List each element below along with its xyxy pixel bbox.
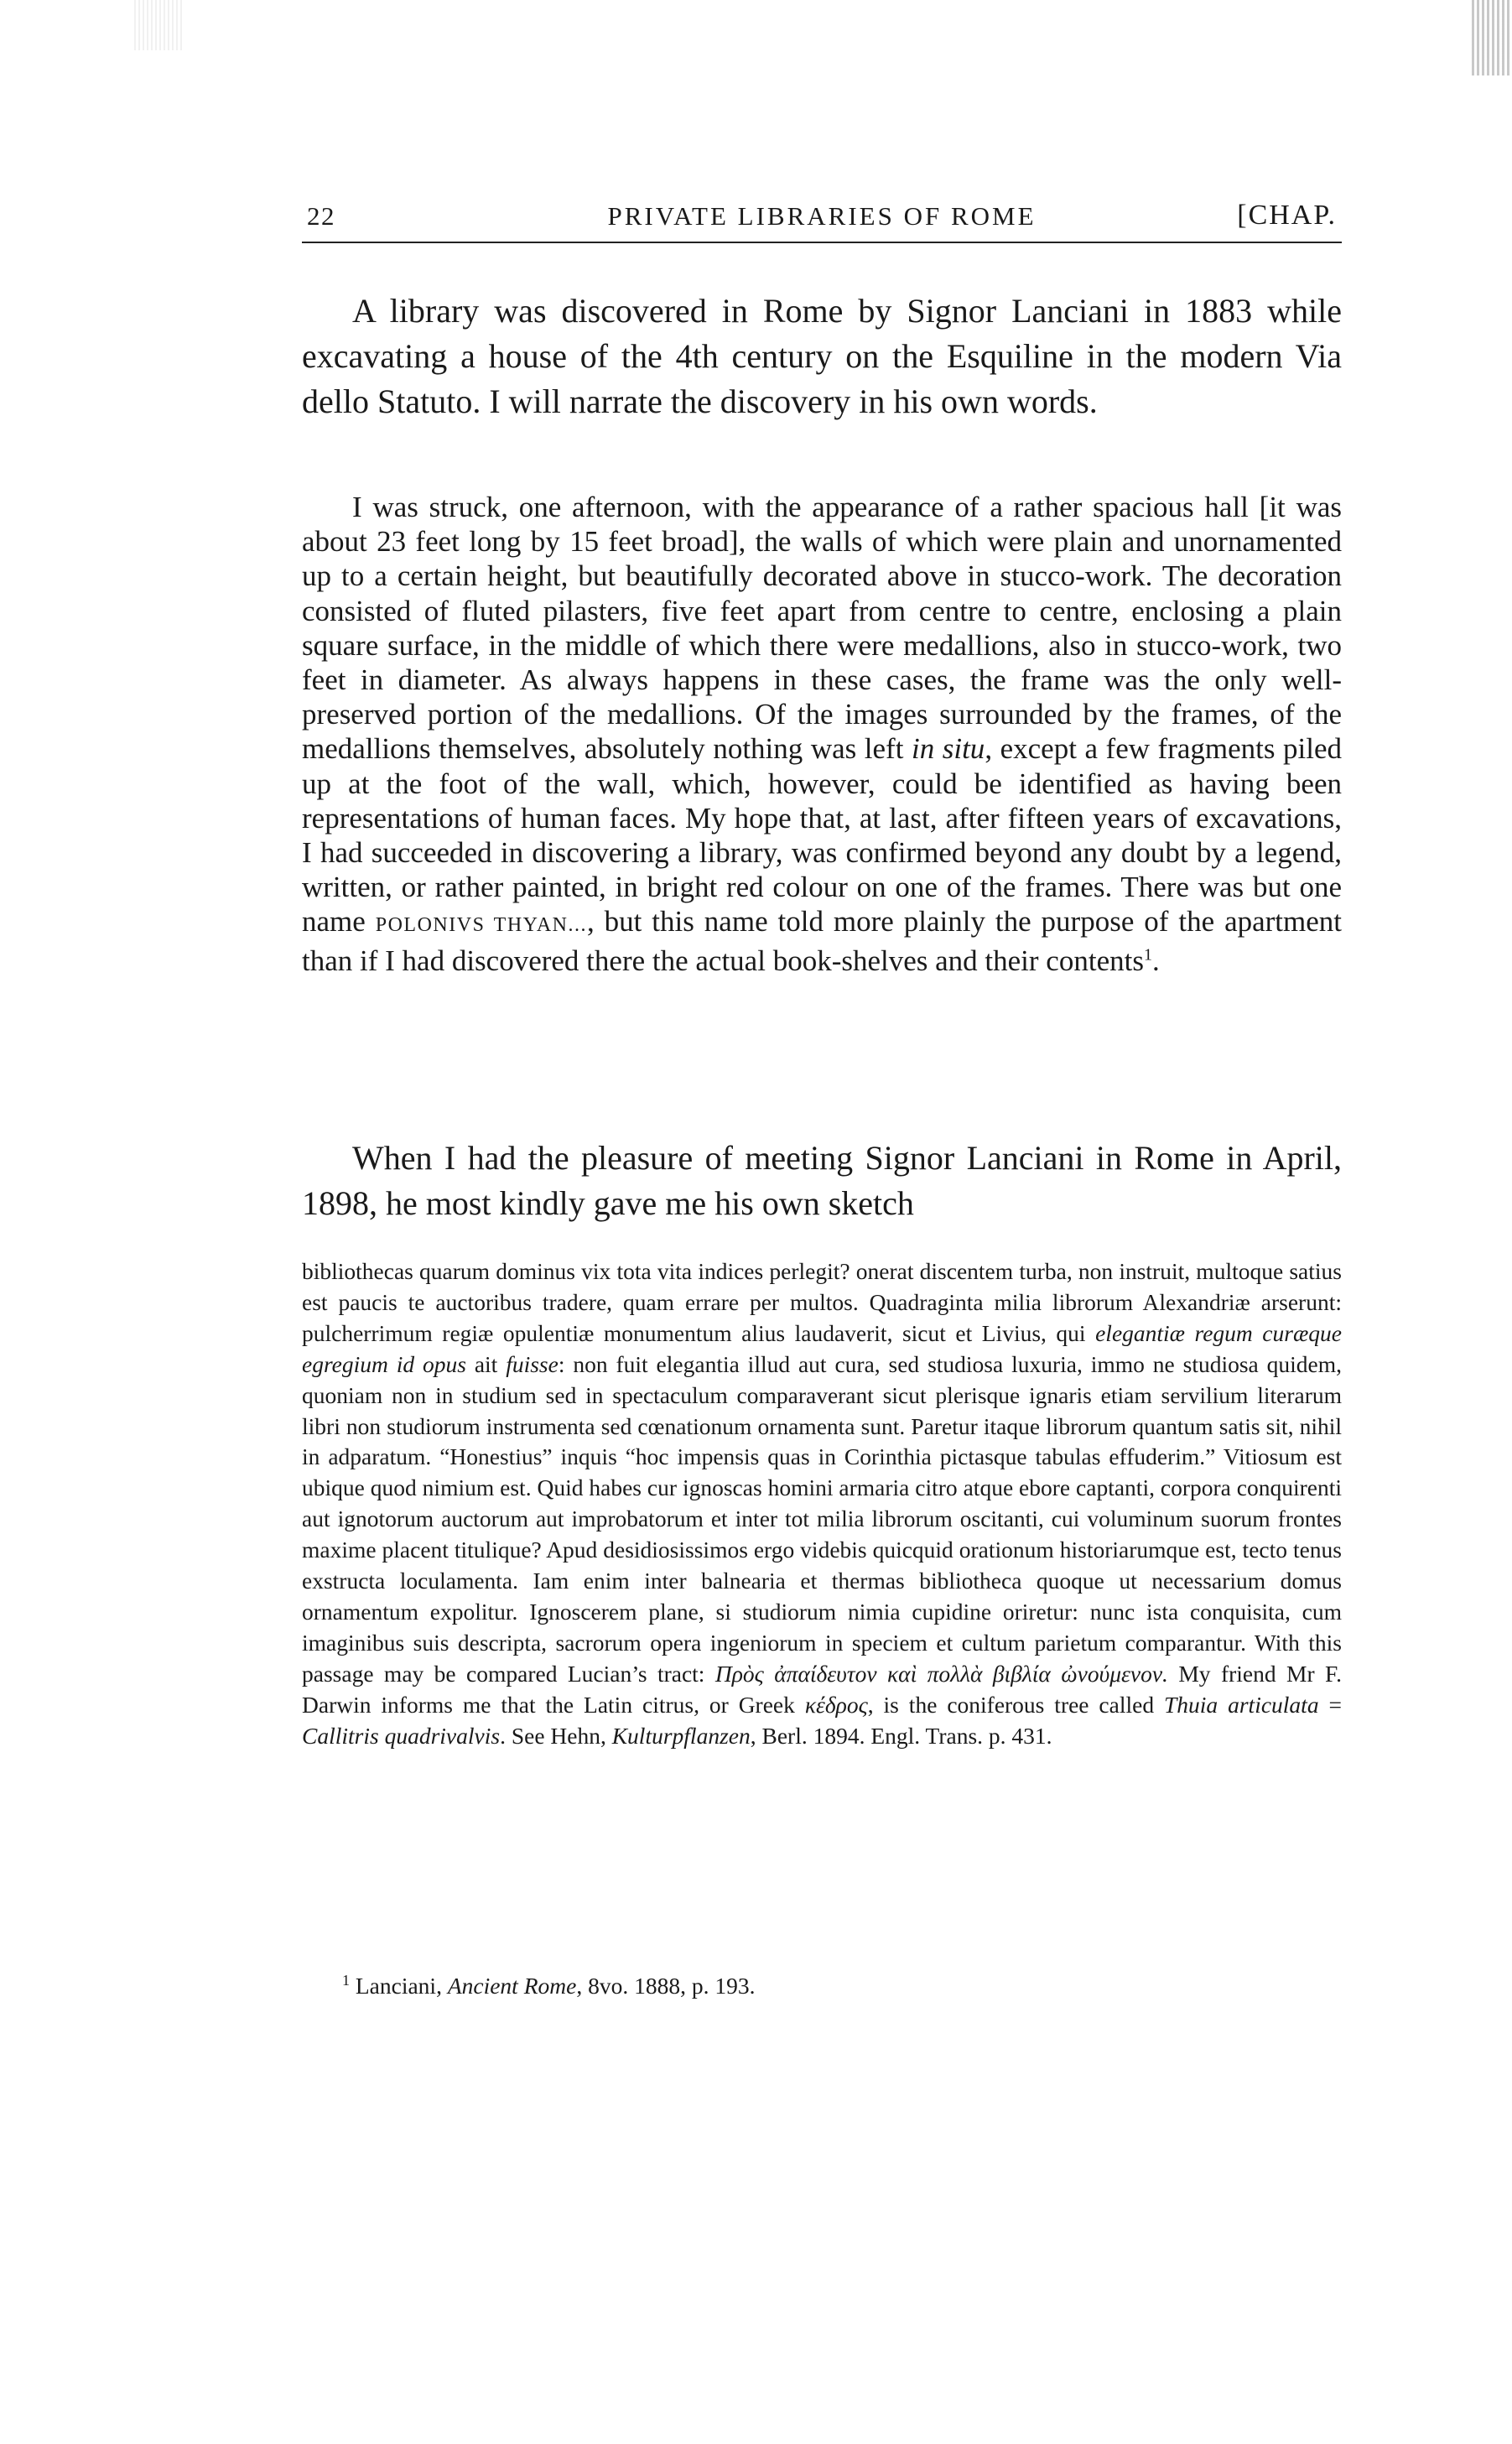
species-name: Thuia articulata — [1164, 1691, 1319, 1718]
footnote-italic: elegantiæ regum curæque egregium id opus — [302, 1319, 1342, 1377]
scan-artifact — [134, 0, 184, 50]
footnote-text: My friend Mr F. Darwin informs me that the Latin citrus, or Greek — [302, 1660, 1342, 1718]
quote-text: I was struck, one afternoon, with the appearance of a rather spacious hall [it was about 23 feet long by 15 feet broad], the walls of which were plain and unornamented up to a certain height, but beautifully decorated above in stucco-work. The decoration consisted of fluted pilasters, five feet apart from centre to centre, enclosing a plain square surface, in the middle of which there were medallions, also in stucco-work, two feet in diameter. As always happens in these cases, the frame was the only well-preserved portion of the medallions. Of the images surrounded by the frames, of the medallions themselves, absolutely nothing was left — [302, 491, 1342, 766]
book-title: Kulturpflanzen — [611, 1722, 751, 1749]
greek-title: Πρὸς ἀπαίδευτον καὶ πολλὰ βιβλία ὠνούμενον. — [714, 1660, 1168, 1687]
page-number: 22 — [307, 201, 335, 231]
quote-text: . — [1151, 944, 1160, 977]
paragraph-intro: A library was discovered in Rome by Signor Lanciani in 1883 while excavating a house of the 4th century on the Esquiline in the modern Via dello Statuto. I will narrate the discovery in his own words. — [302, 292, 1342, 420]
inscription: POLONIVS THYAN... — [375, 914, 587, 937]
quote-text: , but this name told more plainly the purpose of the apartment than if I had discovered there the actual book-shelves and their contents — [302, 905, 1342, 977]
footnote-text: , Berl. 1894. Engl. Trans. p. 431. — [750, 1722, 1052, 1749]
footnote-text: ait — [465, 1350, 507, 1377]
footnote-text: = — [1318, 1691, 1343, 1718]
book-title: Ancient Rome — [447, 1973, 577, 1999]
footnote-marker: 1 — [1143, 944, 1152, 964]
footnote-text: . See Hehn, — [500, 1722, 612, 1749]
running-header — [302, 200, 1342, 243]
chapter-marker: [CHAP. — [1237, 200, 1337, 231]
block-quote — [302, 490, 1342, 978]
footnote-text: bibliothecas quarum dominus vix tota vita indices perlegit? onerat discentem turba, non instruit, multoque satius est paucis te auctoribus tradere, quam errare per multos. Quadraginta milia librorum Alexandriæ arserunt: pulcherrimum regiæ opulentiæ monumentum alius laudaverit, sicut et Livius, qui — [302, 1258, 1342, 1346]
greek-word: κέδρος — [804, 1691, 868, 1718]
quote-text: , except a few fragments piled up at the foot of the wall, which, however, could be identified as having been representations of human faces. My hope that, at last, after fifteen years of excavations, I had succeeded in discovering a library, was confirmed beyond any doubt by a legend, written, or rather painted, in bright red colour on one of the frames. There was but one name — [302, 732, 1343, 939]
running-title: PRIVATE LIBRARIES OF ROME — [607, 201, 1037, 231]
footnote-italic: fuisse — [506, 1350, 559, 1377]
scan-artifact — [1472, 0, 1512, 75]
footnote-continuation — [302, 1256, 1342, 1752]
quote-italic: in situ — [911, 732, 985, 766]
footnote-text: , is the coniferous tree called — [867, 1691, 1164, 1718]
footnote-text: , 8vo. 1888, p. 193. — [576, 1973, 756, 1999]
footnote-text: : non fuit elegantia illud aut cura, sed studiosa luxuria, immo ne studiosa quidem, quoniam non in studium sed in spectaculum comparaverant sicut plerisque ignaris etiam servilium literarum libri non studiorum instrumenta sed cœnationum ornamenta sunt. Paretur itaque librorum quantum satis sit, nihil in adparatum. “Honestius” inquis “hoc impensis quas in Corinthia pictasque tabulas effuderim.” Vitiosum est ubique quod nimium est. Quid habes cur ignoscas homini armaria citro atque ebore captanti, corpora conquirenti aut ignotorum auctorum aut improbatorum et inter tot milia librorum oscitanti, cui voluminum suorum frontes maxime placent titulique? Apud desidiosissimos ergo videbis quicquid orationum historiarumque est, tecto tenus exstructa loculamenta. Iam enim inter balnearia et thermas bibliotheca quoque ut necessarium domus ornamentum expolitur. Ignoscerem plane, si studiorum nimia cupidine oriretur: nunc ista conquisita, cum imaginibus suis descripta, sacrorum opera ingeniorum in speciem et cultum parietum comparantur. With this passage may be compared Lucian’s tract: — [302, 1350, 1342, 1687]
footnote-text: Lanciani, — [350, 1973, 448, 1999]
footnote-1 — [342, 1971, 1340, 2001]
paragraph-sketch: When I had the pleasure of meeting Signor Lanciani in Rome in April, 1898, he most kindly gave me his own sketch — [302, 1139, 1342, 1222]
species-name: Callitris quadrivalvis — [302, 1722, 501, 1749]
footnote-marker: 1 — [342, 1971, 350, 1989]
